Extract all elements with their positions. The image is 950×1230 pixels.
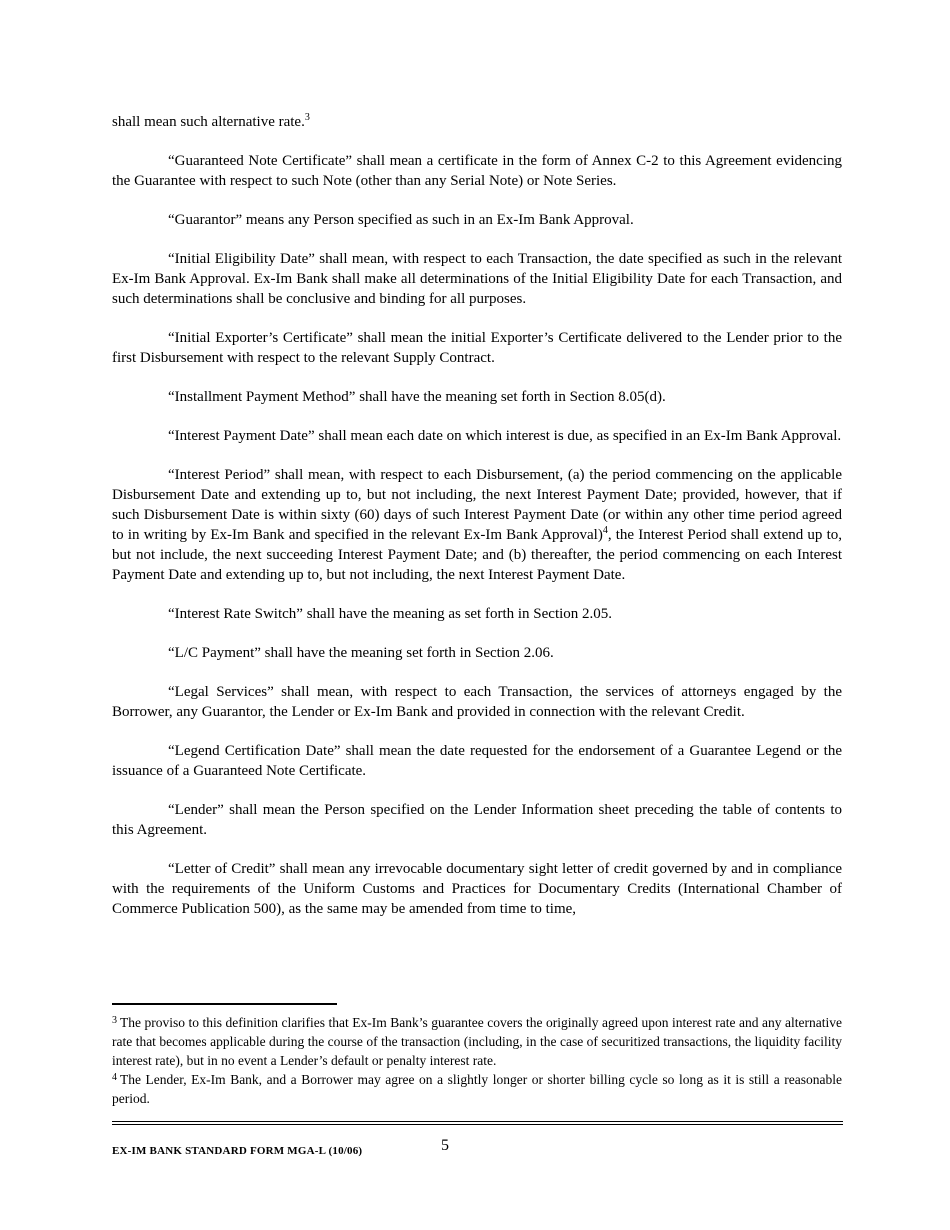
footnote-4 (112, 1070, 842, 1108)
footnote-separator-rule (112, 1003, 337, 1005)
page-footer (0, 1137, 950, 1163)
document-body (112, 112, 842, 938)
paragraph-guaranteed-note-certificate: “Guaranteed Note Certificate” shall mean a certificate in the form of Annex C-2 to this Agreement evidencing the Guarantee with respect to such Note (other than any Serial Note) or Note Series. (112, 153, 842, 189)
paragraph-letter-of-credit: “Letter of Credit” shall mean any irrevocable documentary sight letter of credit governed by and in compliance with the requirements of the Uniform Customs and Practices for Documentary Credits (International Chamber of Commerce Publication 500), as the same may be amended from time to time, (112, 861, 842, 917)
paragraph-text: “Interest Period” shall mean, with respect to each Disbursement, (a) the period commencing on the applicable Disbursement Date and extending up to, but not including, the next Interest Payment Date; provided, however, that if such Disbursement Date is within sixty (60) days of such Interest Payment Date (or within any other time period agreed to in writing by Ex-Im Bank and specified in the relevant Ex-Im Bank Approval) (112, 467, 842, 543)
paragraph-legend-certification-date: “Legend Certification Date” shall mean the date requested for the endorsement of a Guarantee Legend or the issuance of a Guaranteed Note Certificate. (112, 743, 842, 779)
footnote-3-text: The proviso to this definition clarifies that Ex-Im Bank’s guarantee covers the originally agreed upon interest rate and any alternative rate that becomes applicable during the course of the transaction (including, in the case of securitized transactions, the liquidity facility interest rate), but in no event a Lender’s default or penalty interest rate. (112, 1015, 842, 1068)
footer-double-rule (112, 1121, 843, 1125)
footnote-3-number: 3 (112, 1015, 117, 1026)
paragraph-initial-exporters-certificate: “Initial Exporter’s Certificate” shall mean the initial Exporter’s Certificate delivered to the Lender prior to the first Disbursement with respect to the relevant Supply Contract. (112, 330, 842, 366)
footnote-4-text: The Lender, Ex-Im Bank, and a Borrower may agree on a slightly longer or shorter billing cycle so long as it is still a reasonable period. (112, 1072, 842, 1106)
page-number: 5 (441, 1137, 449, 1154)
paragraph-lc-payment: “L/C Payment” shall have the meaning set forth in Section 2.06. (168, 645, 554, 661)
footnote-3 (112, 1013, 842, 1070)
paragraph-guarantor: “Guarantor” means any Person specified as such in an Ex-Im Bank Approval. (168, 212, 634, 228)
paragraph-interest-period (112, 465, 842, 585)
paragraph-legal-services: “Legal Services” shall mean, with respect to each Transaction, the services of attorneys engaged by the Borrower, any Guarantor, the Lender or Ex-Im Bank and provided in connection with the relevant Credit. (112, 684, 842, 720)
form-identifier: EX-IM BANK STANDARD FORM MGA-L (10/06) (112, 1145, 363, 1157)
footnotes-section (112, 1003, 842, 1108)
paragraph-alternative-rate-continuation (112, 112, 842, 132)
paragraph-text: , the Interest Period shall extend up to, but not include, the next succeeding Interest Payment Date; and (b) thereafter, the period commencing on each Interest Payment Date and extending up to, but not including, the next Interest Payment Date. (112, 527, 842, 583)
paragraph-text: shall mean such alternative rate. (112, 114, 305, 130)
footnote-4-number: 4 (112, 1072, 117, 1083)
paragraph-initial-eligibility-date: “Initial Eligibility Date” shall mean, with respect to each Transaction, the date specified as such in the relevant Ex-Im Bank Approval. Ex-Im Bank shall make all determinations of the Initial Eligibility Date for each Transaction, and such determinations shall be conclusive and binding for all purposes. (112, 251, 842, 307)
footnote-ref-3-marker: 3 (304, 112, 310, 123)
paragraph-interest-payment-date: “Interest Payment Date” shall mean each date on which interest is due, as specified in an Ex-Im Bank Approval. (168, 428, 842, 444)
paragraph-lender: “Lender” shall mean the Person specified on the Lender Information sheet preceding the table of contents to this Agreement. (112, 802, 842, 838)
footnote-ref-4-marker: 4 (602, 525, 608, 536)
paragraph-interest-rate-switch: “Interest Rate Switch” shall have the meaning as set forth in Section 2.05. (168, 606, 613, 622)
paragraph-installment-payment-method: “Installment Payment Method” shall have the meaning set forth in Section 8.05(d). (168, 389, 666, 405)
